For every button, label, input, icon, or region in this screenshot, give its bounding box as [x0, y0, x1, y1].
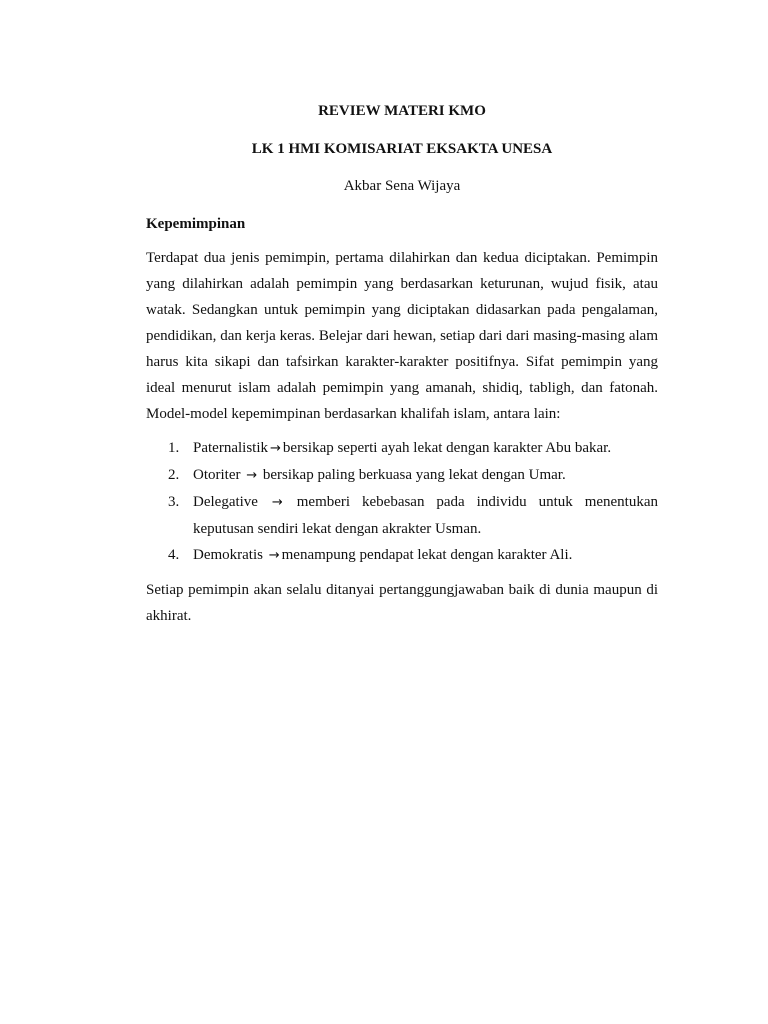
- document-title: REVIEW MATERI KMO: [318, 103, 486, 119]
- document-body: [146, 98, 658, 637]
- arrow-right-icon: →: [246, 468, 258, 483]
- list-desc: bersikap paling berkuasa yang lekat dengan Umar.: [262, 467, 566, 483]
- list-number: 2.: [168, 467, 180, 483]
- leadership-models-list: [146, 435, 658, 569]
- list-term: Paternalistik: [193, 440, 268, 456]
- list-number: 4.: [168, 547, 180, 563]
- arrow-right-icon: →: [268, 548, 280, 563]
- document-subtitle: LK 1 HMI KOMISARIAT EKSAKTA UNESA: [251, 141, 553, 157]
- list-desc: menampung pendapat lekat dengan karakter Ali.: [281, 547, 573, 563]
- list-term: Demokratis: [193, 547, 263, 563]
- list-term: Delegative: [193, 494, 258, 510]
- list-term: Otoriter: [193, 467, 241, 483]
- arrow-right-icon: →: [270, 441, 281, 456]
- paragraph-closing: Setiap pemimpin akan selalu ditanyai pertanggungjawaban baik di dunia maupun di akhirat.: [146, 582, 658, 624]
- author-name: Akbar Sena Wijaya: [343, 178, 461, 194]
- list-number: 1.: [168, 440, 180, 456]
- list-desc: memberi kebebasan pada individu untuk menentukan keputusan sendiri lekat dengan akrakter Usman.: [193, 494, 659, 537]
- list-item: [146, 462, 658, 489]
- list-item: [146, 542, 658, 569]
- paragraph-intro: Terdapat dua jenis pemimpin, pertama dilahirkan dan kedua diciptakan. Pemimpin yang dilahirkan adalah pemimpin yang berdasarkan keturunan, wujud fisik, atau watak. Sedangkan untuk pemimpin yang diciptakan didasarkan pada pengalaman, pendidikan, dan kerja keras. Belejar dari hewan, setiap dari dari masing-masing alam harus kita sikapi dan tafsirkan karakter-karakter positifnya. Sifat pemimpin yang ideal menurut islam adalah pemimpin yang amanah, shidiq, tabligh, dan fatonah. Model-model kepemimpinan berdasarkan khalifah islam, antara lain:: [146, 250, 658, 422]
- list-desc: bersikap seperti ayah lekat dengan karakter Abu bakar.: [282, 440, 612, 456]
- list-item: [146, 489, 658, 542]
- section-heading: Kepemimpinan: [146, 216, 246, 232]
- list-number: 3.: [168, 494, 180, 510]
- list-item: [146, 435, 658, 462]
- arrow-right-icon: →: [271, 495, 283, 510]
